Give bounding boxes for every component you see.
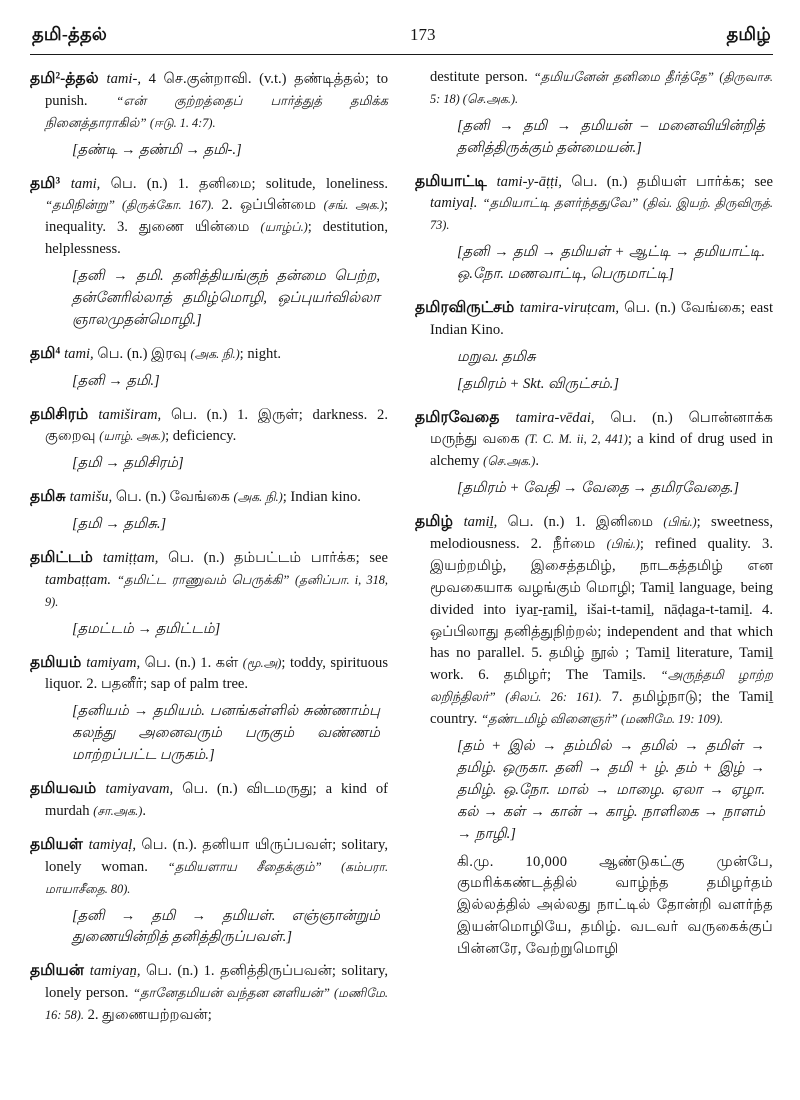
citation: (கம்பரா. மாயாசீதை. 80). (45, 859, 389, 896)
body-text: ; sweetness, melodiousness. 2. நீர்மை (430, 514, 773, 553)
quotation: “என் குற்றத்தைப் பார்த்துத் தமிக்க நினைத்தாராகில்” (45, 92, 388, 130)
headword: தமியம் (30, 653, 87, 671)
citation: (யாழ். அக.) (99, 429, 166, 444)
entry-etymology (72, 906, 380, 950)
body-text: பெ. (n.) பொன்னாக்க மருந்து வகை (430, 409, 774, 448)
entry-definition (30, 172, 388, 262)
transliteration: tamišu, (69, 489, 116, 506)
body-text: . (142, 802, 146, 819)
transliteration: tambaṭṭam. (45, 571, 117, 588)
headword: தமியள் (30, 835, 89, 853)
quotation: “தானேதமியன் வந்தன னளியன்” (132, 985, 335, 1001)
citation: (தனிப்பா. i, 318, 9). (45, 572, 388, 609)
headword: தமிசு (30, 488, 70, 506)
transliteration: tamiyam, (86, 654, 145, 671)
quotation: “தமியாட்டி தளர்ந்ததுவே” (482, 195, 644, 211)
citation: (சிலப். 26: 161). (505, 690, 602, 705)
body-text: [தனி → தமி. தனித்தியங்குந் தன்மை பெற்ற, தன்னேரில்லாத் தமிழ்மொழி, ஒப்புயர்வில்லா ஞாலமுதன்மொழி.] (72, 268, 380, 328)
headword: தமிரவிருட்சம் (415, 299, 520, 317)
body-text: [தம் + இல் → தம்மில் → தமில் → தமிள் → தமிழ். ஒருகா. தனி → தமி + ழ். தம் + இழ் → தமிழ். ஒ.நோ. மால் → மாழை. ஏலா → ஏழா. கல் → கள் → கான் → காழ். நாளிகை → நாளம் → நாழி.] (457, 738, 765, 842)
transliteration: tami-y-āṭṭi, (496, 173, 572, 190)
body-text: [தனி → தமி → தமியள் + ஆட்டி → தமியாட்டி. ஒ.நோ. மணவாட்டி, பெருமாட்டி] (457, 244, 765, 283)
citation: (மணிமே. 16: 58). (45, 986, 388, 1023)
transliteration: tami, (64, 345, 98, 362)
transliteration: tami-, (106, 71, 149, 87)
entry-definition (30, 67, 388, 135)
transliteration: tamira-viruṭcam, (519, 300, 625, 317)
body-text: [தனி → தமி → தமியள். எஞ்ஞான்றும் துணையின்றித் தனித்திருப்பவள்.] (72, 907, 380, 946)
entry-definition (30, 777, 388, 823)
body-text: 4 செ.குன்றாவி. (v.t.) தண்டித்தல்; to punish. (45, 71, 388, 109)
dictionary-entry (415, 67, 773, 160)
body-text: பெ. (n.) 1. தனித்திருப்பவன்; solitary, lonely person. (45, 963, 388, 1002)
body-text: பெ. (n.) தம்பட்டம் பார்க்க; see (168, 550, 388, 567)
transliteration: tamiširam, (98, 406, 171, 423)
citation: (சங். அக.) (323, 198, 384, 213)
entry-etymology (457, 242, 765, 286)
body-text: பெ. (n.) 1. தனிமை; solitude, loneliness. (110, 175, 388, 192)
citation: (T. C. M. ii, 2, 441) (524, 432, 628, 447)
quotation: “தமிட்ட ராணுவம் பெருக்கி” (116, 571, 295, 587)
body-text: ; a kind of drug used in alchemy (430, 431, 773, 470)
entry-definition (415, 406, 773, 474)
entry-etymology (457, 736, 765, 845)
body-text: [தனி → தமி → தமியன் – மனைவியின்றித் தனித்திருக்கும் தன்மையன்.] (457, 117, 765, 156)
body-text: [தமிரம் + Skt. விருட்சம்.] (457, 375, 619, 392)
guide-word-right: தமிழ் (726, 24, 771, 44)
entry-etymology (457, 374, 765, 396)
body-text: [தனியம் → தமியம். பனங்கள்ளில் சுண்ணாம்பு கலந்து அனைவரும் பருகும் வண்ணம் மாற்றப்பட்ட பருகம்.] (72, 703, 380, 764)
transliteration: tamiṭṭam, (102, 550, 169, 567)
body-text: [தமிரம் + வேதி → வேதை → தமிரவேதை.] (457, 480, 740, 497)
citation: (மூ.அ) (242, 655, 282, 670)
entry-etymology (457, 478, 765, 500)
quotation: “தமிநின்று” (45, 197, 123, 213)
citation: (பிங்.) (606, 537, 640, 552)
body-text: பெ. (n.) தமியள் பார்க்க; see (571, 173, 773, 190)
left-column (30, 67, 388, 1037)
dictionary-entry (30, 342, 388, 393)
headword: தமி⁴ (30, 344, 65, 362)
right-column (415, 67, 773, 1037)
quotation: “தண்டமிழ் வினைஞர்” (480, 711, 621, 727)
body-text: பெ. (n.) விடமருது; a kind of murdah (45, 781, 388, 819)
transliteration: tami, (70, 175, 111, 192)
entry-definition (415, 510, 773, 731)
header-rule (30, 54, 773, 55)
dictionary-entry (415, 296, 773, 396)
entry-variant-note (457, 347, 773, 369)
headword: தமிட்டம் (30, 549, 103, 567)
body-text: [தமட்டம் → தமிட்டம்] (72, 620, 221, 637)
dictionary-entry (30, 485, 388, 536)
body-text: ; deficiency. (165, 428, 237, 445)
entry-etymology (72, 453, 380, 475)
body-text: . (535, 453, 539, 470)
guide-word-left: தமி-த்தல் (32, 24, 108, 44)
citation: (யாழ்ப்.) (260, 220, 308, 235)
entry-etymology (72, 619, 380, 641)
citation: (சா.அக.) (93, 803, 143, 818)
entry-etymology (72, 266, 380, 332)
body-text: . 4. ஒப்பிலாது தனித்துநிற்றல்; independent and that which has no parallel. 5. தமிழ் நூல் ; Tamiḻ literature, Tamiḻ work. 6. தமிழர்; The Tamiḻs. (430, 601, 773, 684)
citation: (அக. நி.) (233, 490, 283, 505)
headword: தமி³ (30, 174, 71, 192)
citation: (திருக்கோ. 167). (122, 198, 215, 213)
citation: (அக. நி.) (190, 346, 240, 361)
entry-definition (30, 651, 388, 697)
entry-etymology (457, 116, 765, 160)
dictionary-entry (30, 959, 388, 1027)
column-container (30, 67, 773, 1037)
dictionary-entry (30, 651, 388, 767)
dictionary-entry (30, 172, 388, 332)
body-text: 2. துணையற்றவன்; (83, 1007, 212, 1024)
entry-definition (30, 833, 388, 901)
body-text: 2. ஒப்பின்மை (214, 197, 324, 214)
transliteration: tamiyaḷ, (88, 836, 142, 853)
headword: தமியன் (30, 962, 90, 980)
citation: (திவ். இயற். திருவிருத். 73). (430, 196, 773, 233)
entry-definition (30, 485, 388, 509)
dictionary-entry (415, 406, 773, 501)
entry-definition (415, 170, 773, 238)
body-text: பெ. (n.) 1. இருள்; darkness. 2. குறைவு (45, 406, 388, 445)
headword: தமிசிரம் (30, 405, 99, 423)
body-text: ; night. (239, 345, 282, 362)
headword: தமியவம் (30, 780, 106, 798)
quotation: “தமியனேன் தனிமை தீர்த்தே” (533, 69, 720, 84)
dictionary-entry (30, 403, 388, 476)
dictionary-entry (30, 833, 388, 949)
body-text: [தனி → தமி.] (72, 372, 160, 389)
headword: தமிரவேதை (415, 408, 516, 426)
dictionary-entry (30, 777, 388, 823)
entry-definition (30, 959, 388, 1027)
entry-note (457, 852, 773, 961)
citation: (மணிமே. 19: 109). (620, 712, 724, 727)
entry-etymology (72, 514, 380, 536)
headword: தமியாட்டி (415, 172, 497, 190)
transliteration: tamiyaṉ, (89, 963, 147, 980)
entry-etymology (72, 140, 380, 162)
transliteration: tamiyaḷ. (430, 195, 483, 212)
headword: தமி²-த்தல் (30, 70, 107, 87)
entry-etymology (72, 701, 380, 767)
headword: தமிழ் (415, 513, 464, 531)
body-text: பெ. (n.). தனியா யிருப்பவள்; solitary, lonely woman. (45, 836, 389, 875)
quotation: “தமியளாய சீதைக்கும்” (167, 858, 342, 874)
page-header (30, 20, 773, 47)
body-text: ; refined quality. 3. இயற்றமிழ், இசைத்தமிழ், நாடகத்தமிழ் என மூவகையாக வழங்கும் மொழி; Tamiḻ language, being divided into (430, 536, 773, 618)
transliteration: tamiyavam, (105, 781, 183, 798)
quotation: “அருந்தமி ழாற்ற லறிந்திலர்” (430, 667, 774, 705)
body-text: [தமி → தமிசு.] (72, 516, 167, 533)
body-text: ; destitution, helplessness. (45, 219, 389, 258)
body-text: கி.மு. 10,000 ஆண்டுகட்கு முன்பே, குமரிக்கண்டத்தில் வாழ்ந்த தமிழர்தம் இல்லத்தில் அல்லது நாட்டில் தோன்றி வளர்ந்த இயன்மொழியே, தமிழ். வடவர் வருகைக்குப் பின்னரே, வேற்றுமொழி (457, 853, 773, 958)
body-text: destitute person. (430, 69, 534, 85)
transliteration: tamira-vēdai, (515, 409, 611, 426)
body-text: பெ. (n.) வேங்கை (115, 489, 234, 506)
dictionary-entry (415, 170, 773, 286)
entry-continuation (415, 67, 773, 111)
body-text: iyaṟ-ṟamiḻ, išai-t-tamiḻ, nāḍaga-t-tamiḻ (515, 601, 749, 618)
entry-definition (30, 546, 388, 614)
body-text: பெ. (n.) இரவு (97, 345, 191, 362)
transliteration: tamiḻ, (463, 514, 508, 531)
body-text: ; toddy, spirituous liquor. 2. பதனீர்; sap of palm tree. (45, 654, 388, 693)
citation: (திருவாச. 5: 18) (செ.அக.). (430, 70, 773, 106)
body-text: பெ. (n.) வேங்கை; east Indian Kino. (430, 300, 773, 338)
body-text: ; inequality. 3. துணை யின்மை (45, 197, 388, 236)
entry-definition (30, 342, 388, 366)
page-number: 173 (410, 25, 436, 44)
entry-definition (415, 296, 773, 342)
entry-definition (30, 403, 388, 449)
dictionary-entry (415, 510, 773, 961)
body-text: பெ. (n.) 1. கள் (144, 654, 243, 671)
body-text: 7. தமிழ்நாடு; the Tamiḻ country. (430, 689, 773, 728)
citation: (பிங்.) (663, 515, 697, 530)
entry-etymology (72, 371, 380, 393)
citation: (செ.அக.) (483, 454, 536, 469)
body-text: ; Indian kino. (282, 489, 361, 506)
body-text: மறுவ. தமிசு (457, 348, 536, 365)
body-text: [தமி → தமிசிரம்] (72, 455, 184, 472)
body-text: [தண்டி → தண்மி → தமி-.] (72, 141, 242, 158)
dictionary-entry (30, 67, 388, 162)
dictionary-entry (30, 546, 388, 641)
citation: (ஈடு. 1. 4:7). (149, 115, 216, 130)
body-text: பெ. (n.) 1. இனிமை (507, 514, 664, 531)
